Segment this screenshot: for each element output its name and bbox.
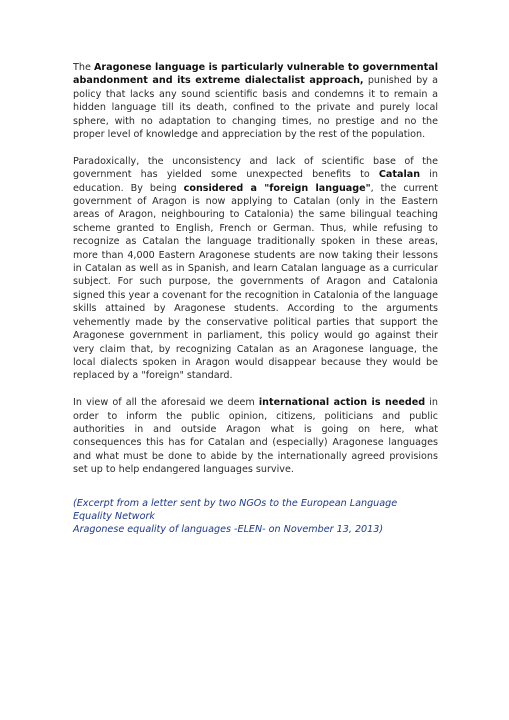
caption-line: (Excerpt from a letter sent by two NGOs to the European Language Equality Network	[73, 497, 398, 522]
paragraph-vulnerability	[73, 61, 438, 141]
text-span: in order to inform the public opinion, citizens, politicians and public authorities in and outside Aragon what is going on here, what consequences this has for Catalan and (especially) Aragonese languages and what must be done to abide by the internationally agreed provisions set up to help endangered languages survive.	[73, 397, 439, 476]
paragraph-catalan-education	[73, 155, 438, 383]
text-span: In view of all the aforesaid we deem	[73, 397, 259, 409]
caption-line: Aragonese equality of languages -ELEN- on November 13, 2013)	[73, 524, 384, 536]
text-span: The	[73, 62, 94, 73]
paragraph-international-action	[73, 396, 438, 476]
letter-body	[73, 61, 438, 537]
emphasis-span: Aragonese language is particularly vulnerable to governmental abandonment and its extreme dialectalist approach,	[73, 62, 438, 87]
emphasis-span: international action is needed	[258, 397, 426, 409]
text-span: , the current government of Aragon is now applying to Catalan (only in the Eastern areas of Aragon, neighbouring to Catalonia) the same bilingual teaching scheme granted to English, French or German. Thus, while refusing to recognize as Catalan the language traditionally spoken in these areas, more than 4,000 Eastern Aragonese students are now taking their lessons in Catalan as well as in Spanish, and learn Catalan language as a curricular subject. For such purpose, the governments of Aragon and Catalonia signed this year a covenant for the recognition in Catalonia of the language skills attained by Aragonese students. According to the arguments vehemently made by the conservative political parties that support the Aragonese government in parliament, this policy would go against their very claim that, by recognizing Catalan as an Aragonese language, the local dialects spoken in Aragon would disappear because they would be replaced by a "foreign" standard.	[73, 182, 439, 382]
text-span: in education. By being	[73, 169, 438, 194]
emphasis-span: Catalan	[378, 169, 421, 181]
excerpt-caption	[73, 497, 438, 537]
text-span: punished by a policy that lacks any sound scientific basis and condemns it to remain a hidden language till its death, confined to the private and purely local sphere, with no adaptation to changing times, no prestige and no the proper level of knowledge and appreciation by the rest of the population.	[73, 75, 438, 141]
text-span: Paradoxically, the unconsistency and lack of scientific base of the government has yielded some unexpected benefits to	[73, 155, 438, 181]
emphasis-span: considered a "foreign language"	[183, 182, 371, 194]
